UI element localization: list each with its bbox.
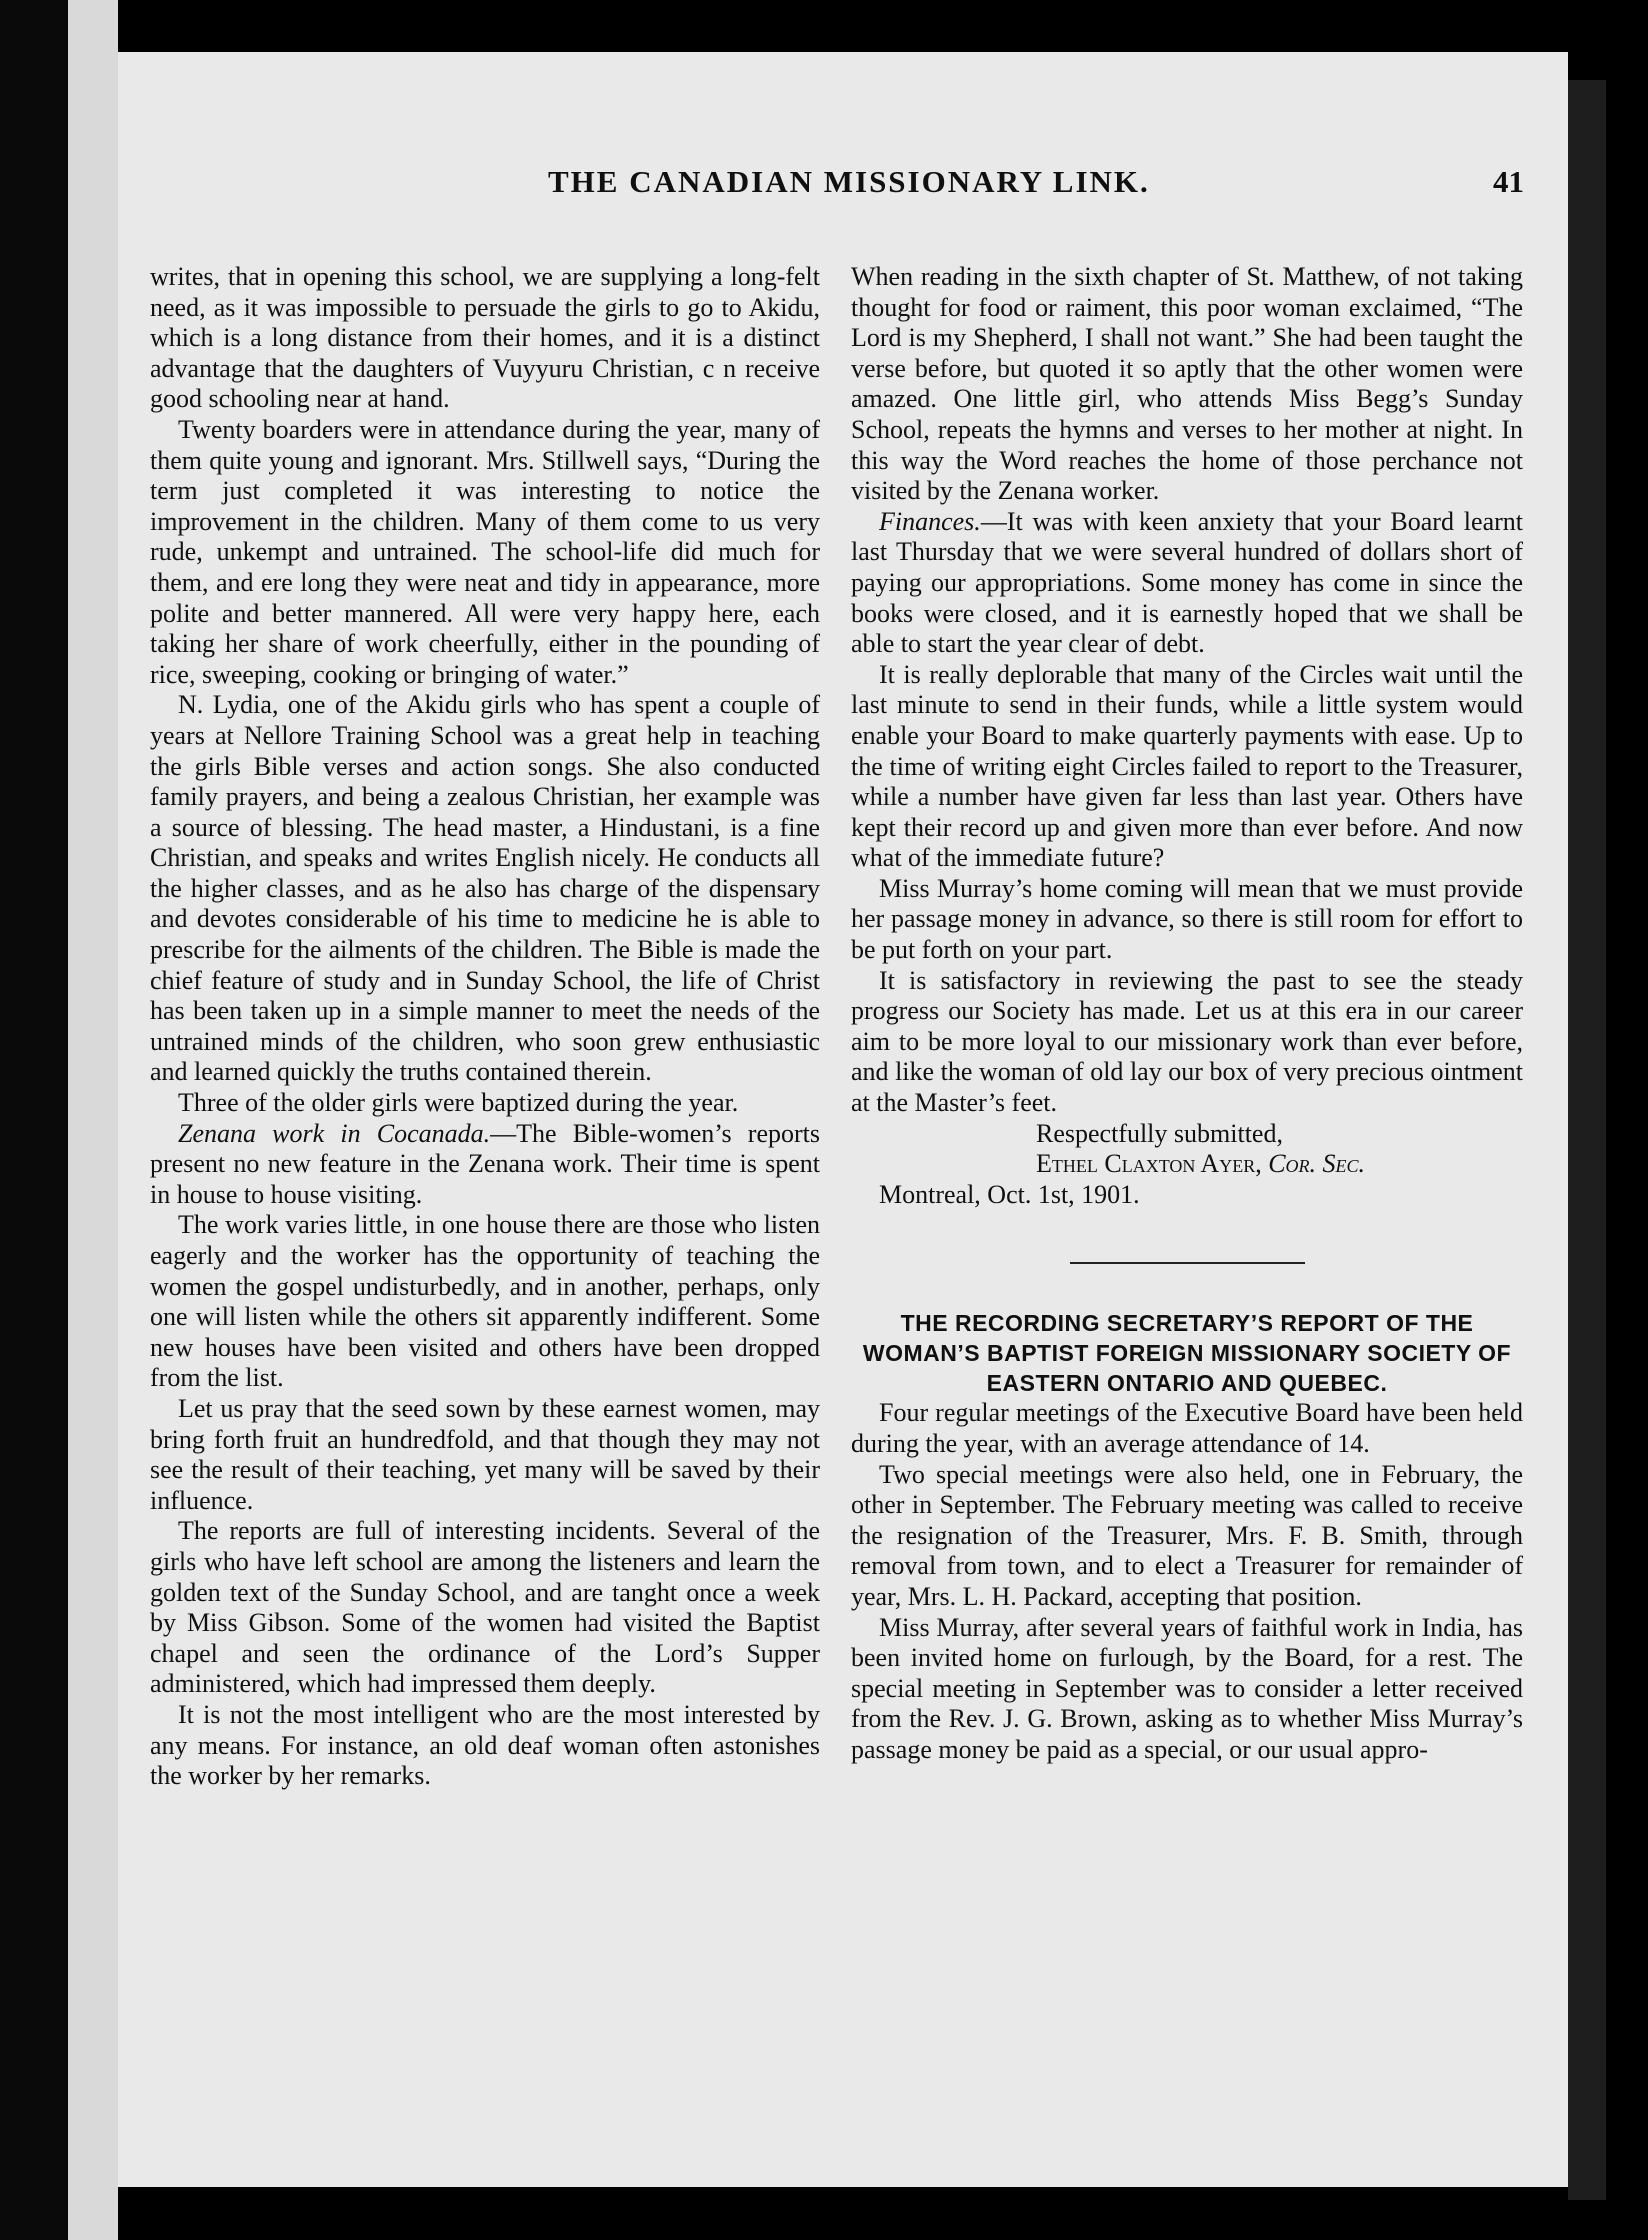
section-divider	[1070, 1262, 1305, 1264]
book-edge-right	[1568, 80, 1606, 2200]
paragraph: When reading in the sixth chapter of St. Matthew, of not taking thought for food or raiment, this poor woman exclaimed, “The Lord is my Shepherd, I shall not want.” She had been taught the verse before, but quoted it so aptly that the other women were amazed. One little girl, who attends Miss Begg’s Sunday School, repeats the hymns and verses to her mother at night. In this way the Word reaches the home of those perchance not visited by the Zenana worker.	[851, 262, 1523, 506]
page-number: 41	[1493, 164, 1524, 199]
paragraph: N. Lydia, one of the Akidu girls who has spent a couple of years at Nellore Training School was a great help in teaching the girls Bible verses and action songs. She also conducted family prayers, and being a zealous Christian, her example was a source of blessing. The head master, a Hindustani, is a fine Christian, and speaks and writes English nicely. He conducts all the higher classes, and as he also has charge of the dispensary and devotes considerable of his time to medicine he is able to prescribe for the ailments of the children. The Bible is made the chief feature of study and in Sunday School, the life of Christ has been taken up in a simple manner to meet the needs of the untrained minds of the children, who soon grew enthusiastic and learned quickly the truths contained therein.	[150, 690, 820, 1087]
right-column	[851, 262, 1523, 1766]
paragraph: It is really deplorable that many of the Circles wait until the last minute to send in their funds, while a little system would enable your Board to make quarterly payments with ease. Up to the time of writing eight Circles failed to report to the Treasurer, while a number have given far less than last year. Others have kept their record up and given more than ever before. And now what of the immediate future?	[851, 659, 1523, 873]
paragraph-text: —It was with keen anxiety that your Board learnt last Thursday that we were several hundred of dollars short of paying our appropriations. Some money has come in since the books were closed, and it is earnestly hoped that we shall be able to start the year clear of debt.	[851, 506, 1523, 659]
paragraph: It is not the most intelligent who are the most interested by any means. For instance, an old deaf woman often astonishes the worker by her remarks.	[150, 1699, 820, 1791]
paragraph-text: —The Bible-women’s reports present no new feature in the Zenana work. Their time is spent in house to house visiting.	[150, 1118, 820, 1209]
paragraph	[150, 1119, 820, 1211]
paragraph: Let us pray that the seed sown by these earnest women, may bring forth fruit an hundredfold, and that though they may not see the result of their teaching, yet many will be saved by their influence.	[150, 1393, 820, 1515]
section-heading: Zenana work in Cocanada.	[178, 1118, 491, 1148]
running-header	[118, 164, 1568, 224]
signature	[851, 1149, 1523, 1180]
paragraph: The work varies little, in one house there are those who listen eagerly and the worker has the opportunity of teaching the women the gospel undisturbedly, and in another, perhaps, only one will listen while the others sit apparently indifferent. Some new houses have been visited and others have been dropped from the list.	[150, 1210, 820, 1393]
paragraph: Three of the older girls were baptized during the year.	[178, 1088, 739, 1118]
book-spine	[0, 0, 68, 2240]
paragraph: It is satisfactory in reviewing the past to see the steady progress our Society has made. Let us at this era in our career aim to be more loyal to our missionary work than ever before, and like the woman of old lay our box of very precious ointment at the Master’s feet.	[851, 965, 1523, 1118]
journal-page	[118, 52, 1568, 2187]
journal-title: THE CANADIAN MISSIONARY LINK.	[548, 164, 1150, 199]
place-date: Montreal, Oct. 1st, 1901.	[879, 1179, 1140, 1209]
paragraph: Twenty boarders were in attendance during the year, many of them quite young and ignorant. Mrs. Stillwell says, “During the term just completed it was interesting to notice the improvement in the children. Many of them come to us very rude, unkempt and untrained. The school-life did much for them, and ere long they were neat and tidy in appearance, more polite and better mannered. All were very happy here, each taking her share of work cheerfully, either in the pounding of rice, sweeping, cooking or bringing of water.”	[150, 414, 820, 689]
paragraph: Two special meetings were also held, one in February, the other in September. The February meeting was called to receive the resignation of the Treasurer, Mrs. F. B. Smith, through removal from town, and to elect a Treasurer for remainder of year, Mrs. L. H. Packard, accepting that position.	[851, 1459, 1523, 1611]
report-title: THE RECORDING SECRETARY’S REPORT OF THE WOMAN’S BAPTIST FOREIGN MISSIONARY SOCIETY OF EASTERN ONTARIO AND QUEBEC.	[862, 1310, 1512, 1397]
paragraph: The reports are full of interesting incidents. Several of the girls who have left school are among the listeners and learn the golden text of the Sunday School, and are tanght once a week by Miss Gibson. Some of the women had visited the Baptist chapel and seen the ordinance of the Lord’s Supper administered, which had impressed them deeply.	[150, 1516, 820, 1699]
paragraph	[851, 507, 1523, 660]
paragraph: Miss Murray, after several years of faithful work in India, has been invited home on furlough, by the Board, for a rest. The special meeting in September was to consider a letter received from the Rev. J. G. Brown, asking as to whether Miss Murray’s passage money be paid as a special, or our usual appro-	[851, 1612, 1523, 1764]
paragraph: writes, that in opening this school, we are supplying a long-felt need, as it was impossible to persuade the girls to go to Akidu, which is a long distance from their homes, and it is a distinct advantage that the daughters of Vuyyuru Christian, c n receive good schooling near at hand.	[150, 262, 820, 414]
section-heading: Finances.	[879, 506, 981, 536]
signature-title: Cor. Sec.	[1268, 1149, 1366, 1179]
signature-name: Ethel Claxton Ayer,	[1036, 1149, 1262, 1179]
paragraph: Miss Murray’s home coming will mean that we must provide her passage money in advance, so there is still room for effort to be put forth on your part.	[851, 873, 1523, 965]
left-column	[150, 262, 820, 1792]
page-edge-left	[68, 0, 118, 2240]
paragraph: Four regular meetings of the Executive Board have been held during the year, with an average attendance of 14.	[851, 1398, 1523, 1458]
signoff: Respectfully submitted,	[1036, 1118, 1283, 1148]
